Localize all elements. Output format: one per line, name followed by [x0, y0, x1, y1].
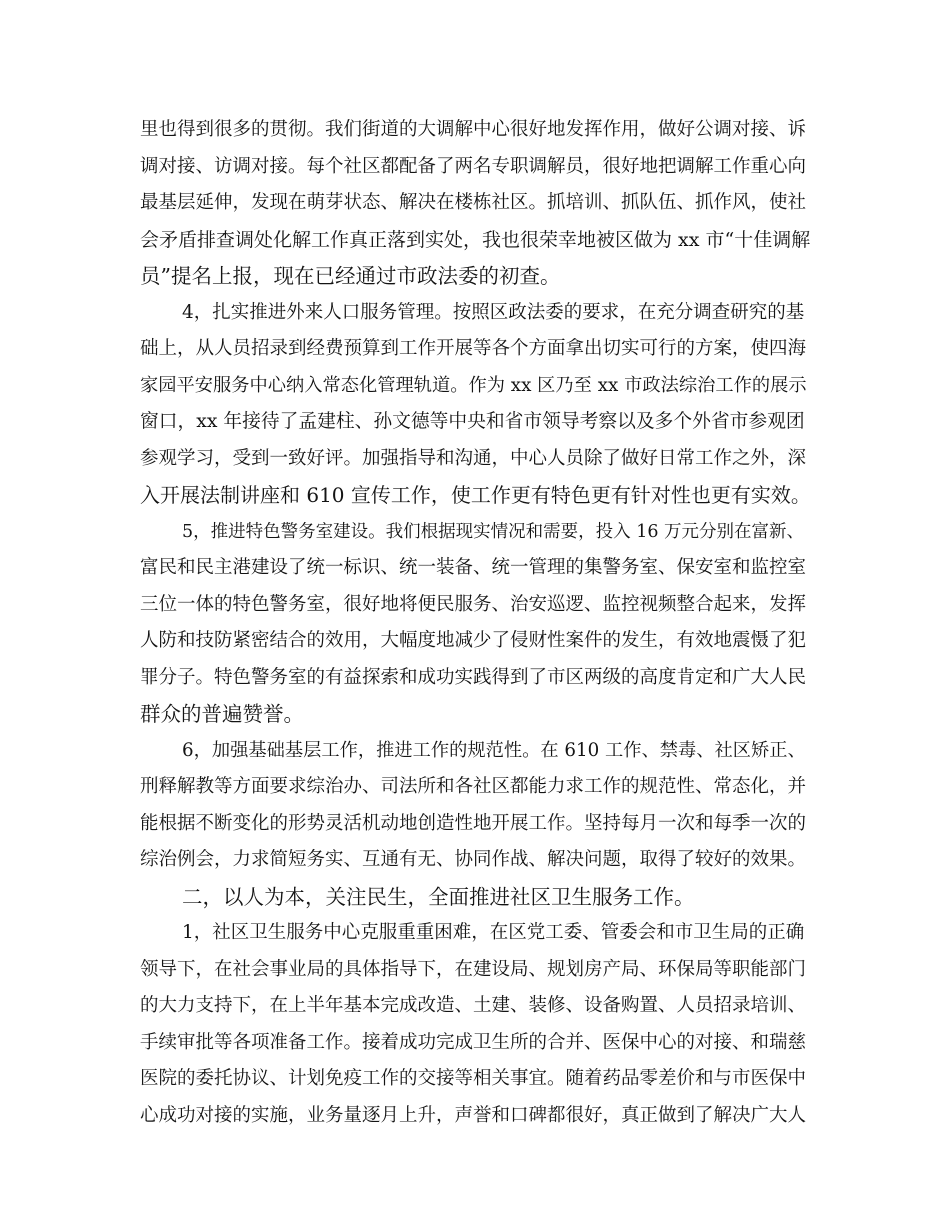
text-line: 三位一体的特色警务室，很好地将便民服务、治安巡逻、监控视频整合起来，发挥 [140, 593, 807, 615]
text-line: 参观学习，受到一致好评。加强指导和沟通，中心人员除了做好日常工作之外，深 [140, 447, 807, 469]
text-line: 二，以人为本，关注民生，全面推进社区卫生服务工作。 [182, 884, 695, 909]
text-line: 4，扎实推进外来人口服务管理。按照区政法委的要求，在充分调查研究的基 [182, 301, 805, 323]
text-line: 1，社区卫生服务中心克服重重困难，在区党工委、管委会和市卫生局的正确 [182, 922, 805, 943]
text-line: 入开展法制讲座和 610 宣传工作，使工作更有特色更有针对性也更有实效。 [140, 483, 811, 507]
text-line: 群众的普遍赞誉。 [140, 702, 304, 726]
text-line: 窗口，xx 年接待了孟建柱、孙文德等中央和省市领导考察以及多个外省市参观团 [140, 411, 805, 432]
text-line: 员”提名上报，现在已经通过市政法委的初查。 [140, 264, 561, 288]
text-line: 罪分子。特色警务室的有益探索和成功实践得到了市区两级的高度肯定和广大人民 [140, 666, 807, 688]
text-line: 家园平安服务中心纳入常态化管理轨道。作为 xx 区乃至 xx 市政法综治工作的展示 [140, 374, 807, 396]
text-line: 6，加强基础基层工作，推进工作的规范性。在 610 工作、禁毒、社区矫正、 [182, 739, 806, 761]
document-body [140, 112, 812, 1134]
text-line: 会矛盾排查调处化解工作真正落到实处，我也很荣幸地被区做为 xx 市“十佳调解 [140, 228, 811, 251]
text-line: 领导下，在社会事业局的具体指导下，在建设局、规划房产局、环保局等职能部门 [140, 958, 807, 980]
text-line: 础上，从人员招录到经费预算到工作开展等各个方面拿出切实可行的方案，使四海 [140, 338, 807, 359]
text-line: 手续审批等各项准备工作。接着成功完成卫生所的合并、医保中心的对接、和瑞慈 [140, 1031, 807, 1053]
text-line: 综治例会，力求简短务实、互通有无、协同作战、解决问题，取得了较好的效果。 [140, 849, 807, 870]
text-line: 富民和民主港建设了统一标识、统一装备、统一管理的集警务室、保安室和监控室 [140, 557, 807, 578]
text-line: 里也得到很多的贯彻。我们街道的大调解中心很好地发挥作用，做好公调对接、诉 [140, 119, 807, 140]
text-line: 的大力支持下，在上半年基本完成改造、土建、装修、设备购置、人员招录培训、 [140, 995, 807, 1016]
text-line: 5，推进特色警务室建设。我们根据现实情况和需要，投入 16 万元分别在富新、 [182, 521, 805, 542]
text-line: 心成功对接的实施，业务量逐月上升，声誉和口碑都很好，真正做到了解决广大人 [140, 1104, 807, 1126]
text-line: 刑释解教等方面要求综治办、司法所和各社区都能力求工作的规范性、常态化，并 [140, 776, 807, 797]
text-line: 医院的委托协议、计划免疫工作的交接等相关事宜。随着药品零差价和与市医保中 [140, 1068, 807, 1089]
text-line: 人防和技防紧密结合的效用，大幅度地减少了侵财性案件的发生，有效地震慑了犯 [140, 630, 807, 651]
text-line: 调对接、访调对接。每个社区都配备了两名专职调解员，很好地把调解工作重心向 [140, 155, 807, 177]
text-line: 最基层延伸，发现在萌芽状态、解决在楼栋社区。抓培训、抓队伍、抓作风，使社 [140, 192, 807, 213]
text-line: 能根据不断变化的形势灵活机动地创造性地开展工作。坚持每月一次和每季一次的 [140, 812, 807, 834]
